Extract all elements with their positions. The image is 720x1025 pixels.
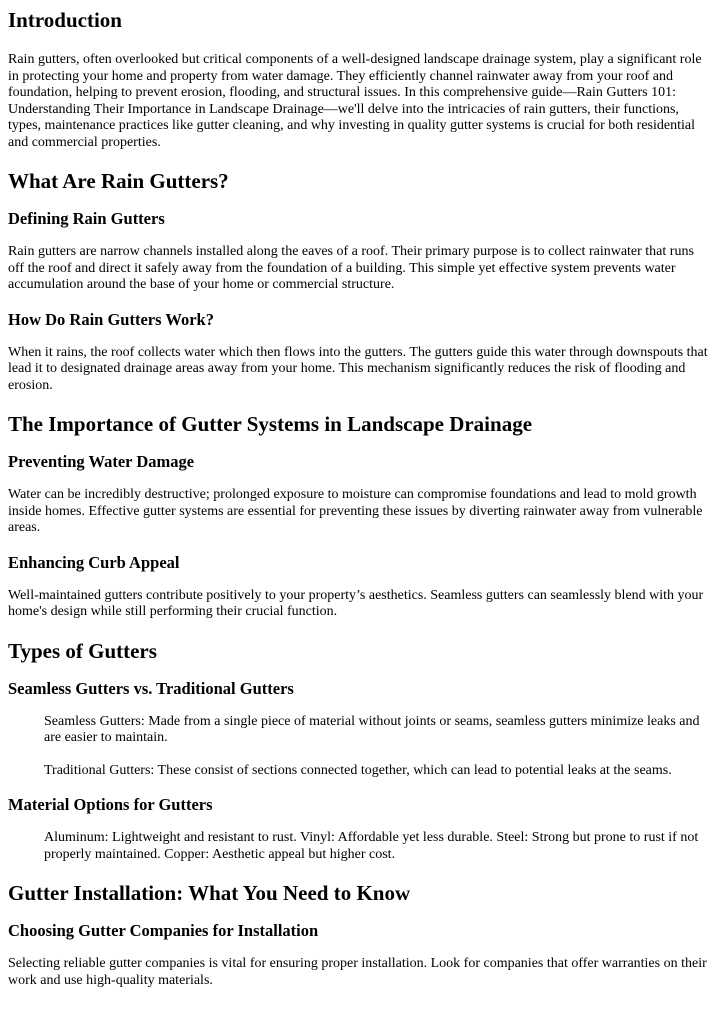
heading-what-are-rain-gutters: What Are Rain Gutters? xyxy=(8,169,229,193)
paragraph-how-gutters-work: When it rains, the roof collects water which then flows into the gutters. The gutters guide this water through downspouts that lead it to designated drainage areas away from your home. This mechanism significantly reduces the risk of flooding and erosion. xyxy=(8,344,708,393)
paragraph-preventing-water-damage: Water can be incredibly destructive; prolonged exposure to moisture can compromise foundations and lead to mold growth inside homes. Effective gutter systems are essential for preventing these issues by diverting rainwater away from vulnerable areas. xyxy=(8,487,703,535)
subheading-enhancing-curb-appeal: Enhancing Curb Appeal xyxy=(8,552,180,572)
heading-types-of-gutters: Types of Gutters xyxy=(8,638,157,663)
list-item-materials: Aluminum: Lightweight and resistant to rust. Vinyl: Affordable yet less durable. Steel: Strong but prone to rust if not properly maintained. Copper: Aesthetic appeal but higher cost. xyxy=(44,830,699,862)
subheading-defining-rain-gutters: Defining Rain Gutters xyxy=(8,209,165,228)
heading-gutter-installation: Gutter Installation: What You Need to Know xyxy=(8,881,411,905)
heading-introduction: Introduction xyxy=(8,8,122,32)
list-item-traditional-gutters: Traditional Gutters: These consist of sections connected together, which can lead to potential leaks at the seams. xyxy=(44,762,672,778)
paragraph-defining-rain-gutters: Rain gutters are narrow channels installed along the eaves of a roof. Their primary purpose is to collect rainwater that runs off the roof and direct it safely away from the foundation of a building. This simple yet effective system prevents water accumulation around the base of your home or commercial structure. xyxy=(8,244,694,292)
list-material-options xyxy=(8,830,712,863)
subheading-seamless-vs-traditional: Seamless Gutters vs. Traditional Gutters xyxy=(8,678,294,698)
heading-importance-of-gutter-systems: The Importance of Gutter Systems in Landscape Drainage xyxy=(8,412,533,436)
list-seamless-vs-traditional xyxy=(8,714,712,780)
subheading-preventing-water-damage: Preventing Water Damage xyxy=(8,452,195,471)
paragraph-introduction: Rain gutters, often overlooked but critical components of a well-designed landscape drainage system, play a significant role in protecting your home and property from water damage. They efficiently channel rainwater away from your roof and foundation, helping to prevent erosion, flooding, and structural issues. In this comprehensive guide—Rain Gutters 101: Understanding Their Importance in Landscape Drainage—we'll delve into the intricacies of rain gutters, their functions, types, maintenance practices like gutter cleaning, and why investing in quality gutter systems is crucial for both residential and commercial properties. xyxy=(8,52,702,150)
subheading-material-options: Material Options for Gutters xyxy=(8,795,213,814)
subheading-how-gutters-work: How Do Rain Gutters Work? xyxy=(8,309,214,329)
subheading-choosing-gutter-companies: Choosing Gutter Companies for Installation xyxy=(8,921,319,940)
list-item-seamless-gutters: Seamless Gutters: Made from a single piece of material without joints or seams, seamless gutters minimize leaks and are easier to maintain. xyxy=(44,713,700,745)
paragraph-choosing-gutter-companies: Selecting reliable gutter companies is vital for ensuring proper installation. Look for companies that offer warranties on their work and use high-quality materials. xyxy=(8,956,707,988)
paragraph-enhancing-curb-appeal: Well-maintained gutters contribute positively to your property’s aesthetics. Seamless gutters can seamlessly blend with your home's design while still performing their crucial function. xyxy=(8,587,704,619)
article xyxy=(0,8,720,989)
